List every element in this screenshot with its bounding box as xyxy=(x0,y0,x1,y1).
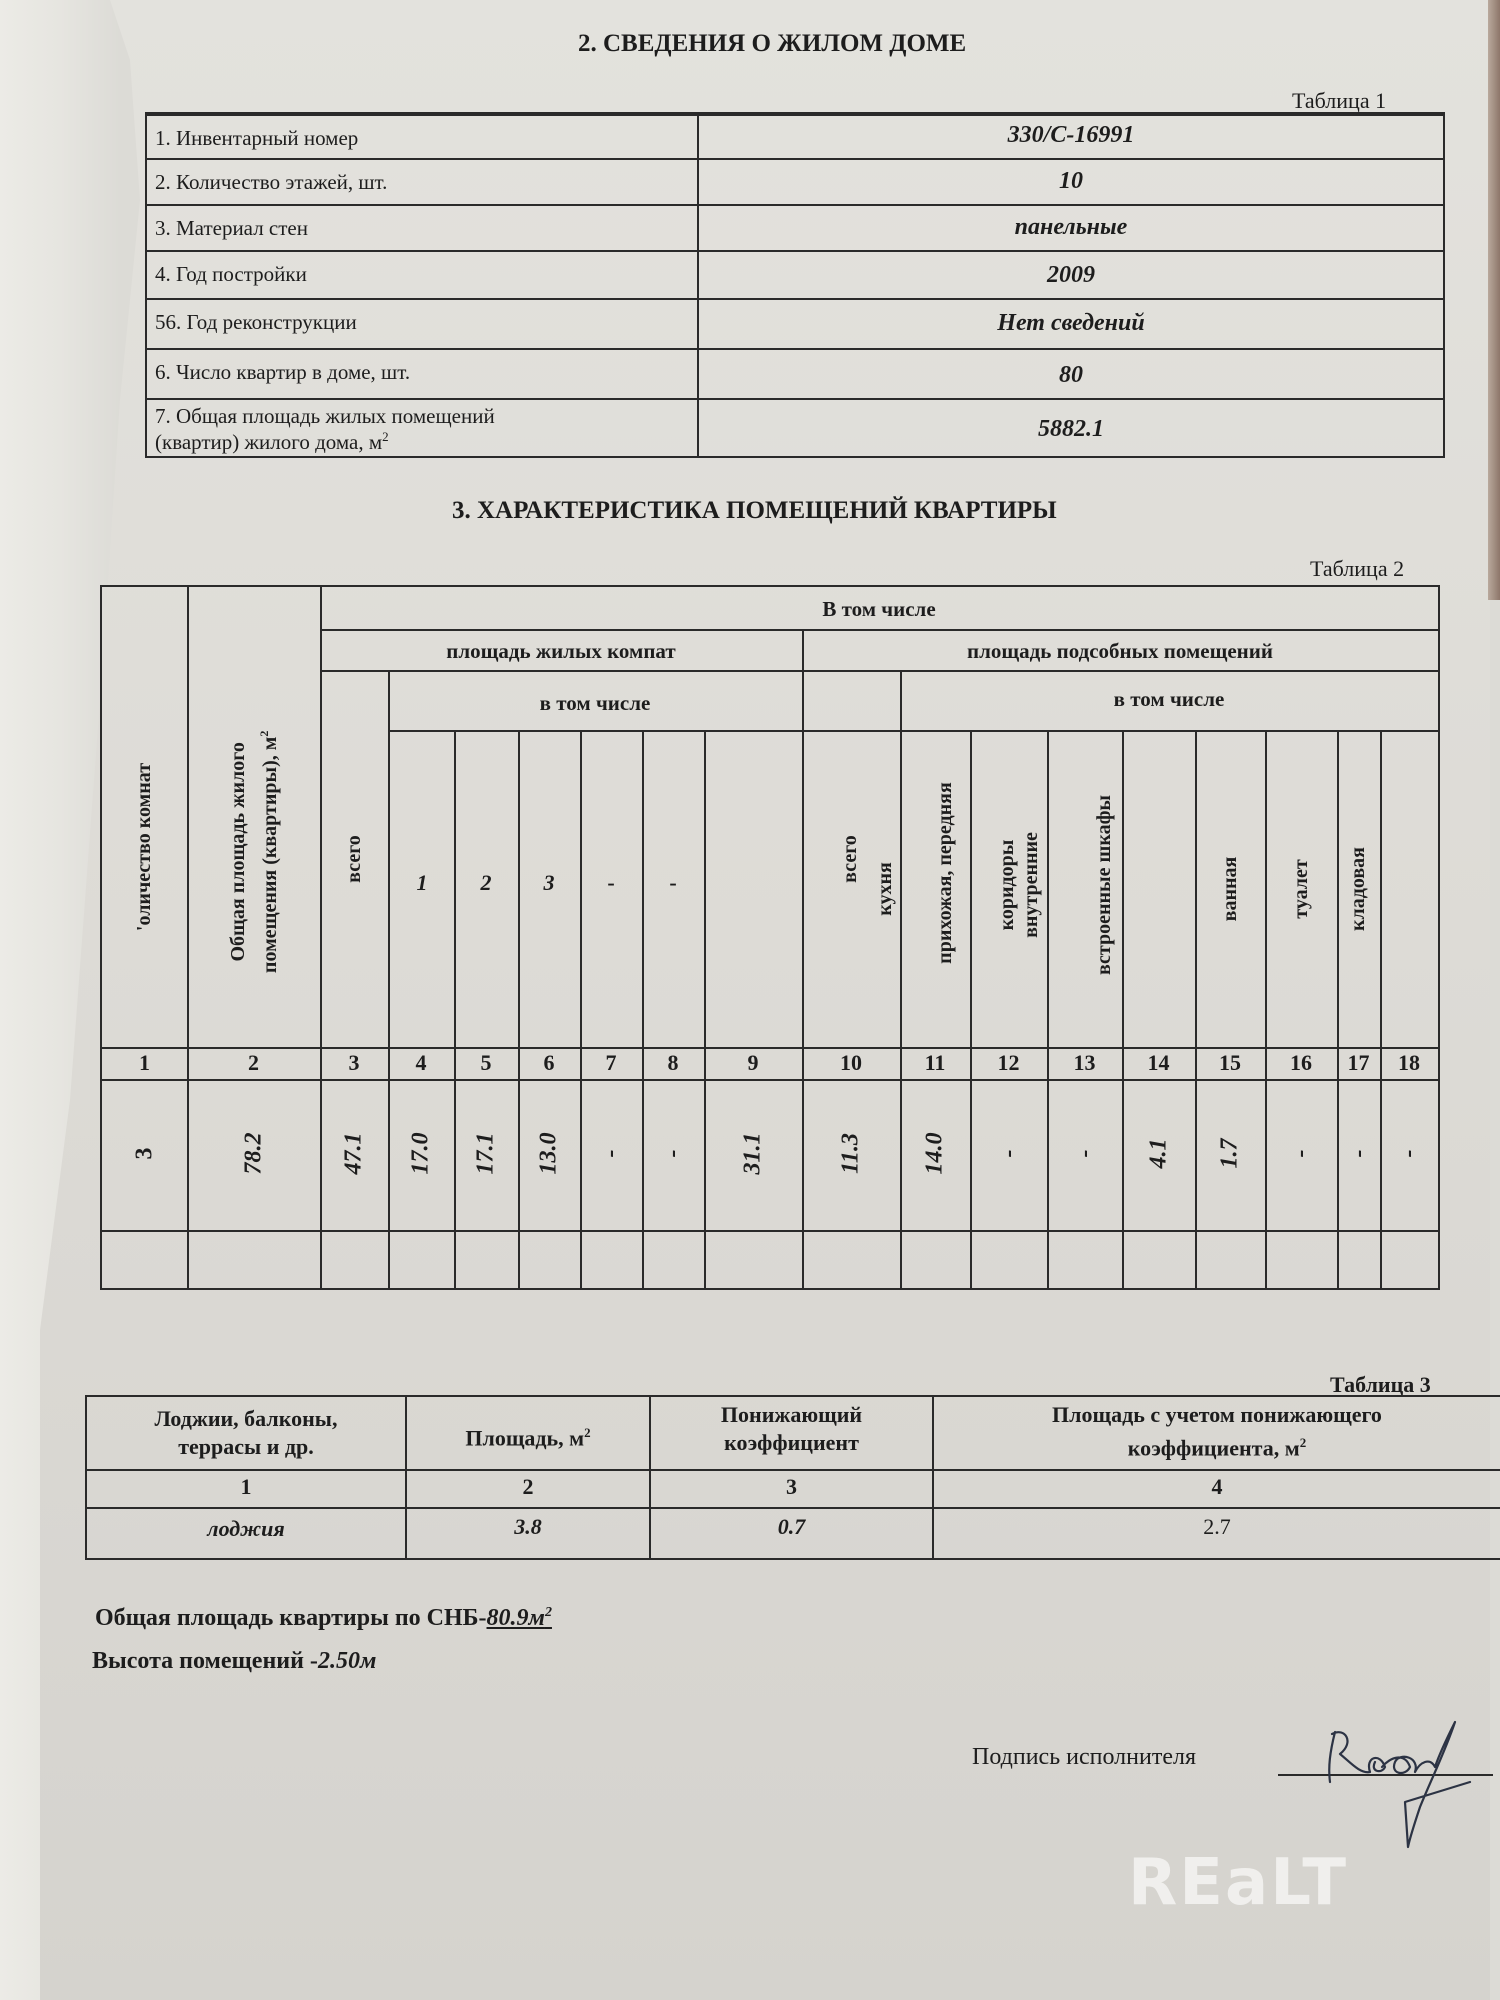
header-total-area xyxy=(225,687,283,1017)
column-number: 17 xyxy=(1347,1050,1370,1075)
data-cell: 14.0 xyxy=(921,1132,948,1175)
header-aux-area: площадь подсобных помещений xyxy=(967,639,1273,663)
header-aux-including: в том числе xyxy=(1113,687,1225,711)
superscript: 2 xyxy=(382,429,389,444)
row-value: 80 xyxy=(1059,362,1083,388)
header-line: Общая площадь жилого xyxy=(227,742,250,962)
total-area-label: Общая площадь квартиры по СНБ- xyxy=(95,1605,487,1631)
header-line: Понижающий xyxy=(720,1402,863,1427)
row-value: 2009 xyxy=(1047,262,1095,288)
column-number: 9 xyxy=(747,1050,759,1075)
column-number: 3 xyxy=(786,1474,797,1499)
column-number: 7 xyxy=(605,1050,617,1075)
header-including: В том числе xyxy=(822,597,936,621)
table-3-label: Таблица 3 xyxy=(1330,1372,1431,1397)
table-1-row xyxy=(147,114,1443,158)
column-number: 6 xyxy=(543,1050,555,1075)
header-corridors: коридоры внутренние xyxy=(996,832,1042,938)
grid-line xyxy=(87,1507,1500,1509)
grid-line xyxy=(102,1079,1438,1081)
total-area-number: 80.9м xyxy=(486,1605,545,1631)
grid-line xyxy=(580,730,582,1288)
data-cell: 3 xyxy=(131,1147,157,1160)
loggia-coefficient: 0.7 xyxy=(777,1514,806,1539)
grid-line xyxy=(102,1047,1438,1049)
row-value: Нет сведений xyxy=(997,310,1145,336)
data-cell: - xyxy=(995,1149,1021,1158)
living-room-label: - xyxy=(669,870,677,895)
loggia-reduced-area: 2.7 xyxy=(1203,1514,1231,1539)
header-coefficient xyxy=(651,1401,932,1457)
loggia-area: 3.8 xyxy=(514,1514,542,1539)
data-cell: 17.0 xyxy=(407,1132,434,1175)
data-cell: - xyxy=(1345,1149,1371,1158)
column-number: 1 xyxy=(139,1050,150,1075)
header-toilet: туалет xyxy=(1290,859,1312,919)
header-rooms-count: 'оличество комнат xyxy=(133,762,155,932)
data-cell: 47.1 xyxy=(340,1132,367,1175)
header-kitchen: кухня xyxy=(874,862,896,916)
total-area-line xyxy=(95,1605,552,1632)
column-number: 10 xyxy=(840,1050,862,1075)
data-cell: 1.7 xyxy=(1216,1138,1243,1169)
grid-line xyxy=(900,670,902,1288)
table-1 xyxy=(145,112,1445,458)
data-cell: 17.1 xyxy=(472,1132,499,1175)
row-label: 3. Материал стен xyxy=(155,216,308,240)
living-room-label: - xyxy=(607,870,615,895)
grid-line xyxy=(1195,730,1197,1288)
header-line: Площадь, м xyxy=(465,1425,585,1451)
column-number: 8 xyxy=(667,1050,679,1075)
column-number: 13 xyxy=(1073,1050,1096,1075)
living-room-label: 2 xyxy=(480,870,492,895)
column-number: 3 xyxy=(348,1050,360,1075)
total-area-value xyxy=(487,1605,552,1631)
column-number: 14 xyxy=(1147,1050,1170,1075)
column-number: 18 xyxy=(1398,1050,1420,1075)
row-label xyxy=(155,404,495,455)
header-living-area: площадь жилых компат xyxy=(446,639,676,663)
row-value: 5882.1 xyxy=(1038,416,1104,442)
column-number: 5 xyxy=(480,1050,492,1075)
row-value: 10 xyxy=(1059,168,1083,194)
grid-line xyxy=(802,629,804,1288)
superscript: 2 xyxy=(544,1605,552,1620)
row-label-line: 7. Общая площадь жилых помещений xyxy=(155,404,495,428)
table-1-row xyxy=(147,250,1443,298)
grid-line xyxy=(970,730,972,1288)
data-cell: - xyxy=(1287,1149,1314,1158)
realt-watermark-logo: REaLT xyxy=(1128,1846,1349,1920)
row-value: панельные xyxy=(1014,214,1128,240)
header-living-total: всего xyxy=(343,835,365,883)
superscript: 2 xyxy=(257,730,272,737)
row-label: 1. Инвентарный номер xyxy=(155,126,359,150)
row-label: 6. Число квартир в доме, шт. xyxy=(155,360,411,384)
grid-line xyxy=(320,587,322,1288)
data-cell: 31.1 xyxy=(739,1132,766,1175)
grid-line xyxy=(87,1469,1500,1471)
section-3-title: 3. ХАРАКТЕРИСТИКА ПОМЕЩЕНИЙ КВАРТИРЫ xyxy=(452,497,1057,524)
grid-line xyxy=(388,670,390,1288)
header-line: Лоджии, балконы, xyxy=(154,1406,338,1431)
column-number: 12 xyxy=(997,1050,1020,1075)
table-2 xyxy=(100,585,1440,1290)
column-number: 1 xyxy=(240,1474,252,1499)
header-bathroom: ванная xyxy=(1219,856,1241,922)
header-line: Площадь с учетом понижающего xyxy=(1052,1402,1382,1427)
column-number: 2 xyxy=(248,1050,259,1075)
ceiling-height-line xyxy=(92,1648,376,1675)
grid-line xyxy=(704,730,706,1288)
grid-line xyxy=(1380,730,1382,1288)
grid-line xyxy=(320,629,1438,631)
table-1-label: Таблица 1 xyxy=(1292,88,1387,113)
loggia-type: лоджия xyxy=(207,1516,285,1541)
living-room-label: 3 xyxy=(543,870,555,895)
grid-line xyxy=(388,730,806,732)
table-2-label: Таблица 2 xyxy=(1310,556,1405,581)
table-1-row xyxy=(147,204,1443,250)
table-1-row xyxy=(147,348,1443,398)
living-room-label: 1 xyxy=(416,870,428,895)
column-number: 15 xyxy=(1219,1050,1241,1075)
grid-line xyxy=(1337,730,1339,1288)
row-label-line: (квартир) жилого дома, м xyxy=(155,430,383,454)
handwritten-signature xyxy=(1270,1712,1490,1852)
data-cell: - xyxy=(1071,1149,1097,1158)
row-label: 56. Год реконструкции xyxy=(155,310,357,334)
row-label: 4. Год постройки xyxy=(155,262,307,286)
grid-line xyxy=(802,730,1438,732)
grid-line xyxy=(187,587,189,1288)
table-3 xyxy=(85,1395,1500,1560)
header-line: террасы и др. xyxy=(178,1434,314,1459)
header-line: коэффициента, м xyxy=(1127,1435,1300,1461)
header-built-in-wardrobes: встроенные шкафы xyxy=(1093,794,1115,976)
header-hallway: прихожая, передняя xyxy=(934,782,956,964)
grid-line xyxy=(454,730,456,1288)
grid-line xyxy=(1122,730,1124,1288)
header-living-including: в том числе xyxy=(539,691,651,715)
header-line: коэффициент xyxy=(724,1430,859,1455)
grid-line xyxy=(102,1230,1438,1232)
data-cell: - xyxy=(659,1149,686,1158)
header-loggias xyxy=(87,1405,405,1461)
column-number: 4 xyxy=(1211,1474,1223,1499)
data-cell: 4.1 xyxy=(1145,1138,1171,1169)
signature-label: Подпись исполнителя xyxy=(972,1744,1196,1770)
background-edge xyxy=(1488,0,1500,600)
header-area xyxy=(407,1419,649,1452)
row-value: 330/С-16991 xyxy=(1007,122,1135,148)
column-number: 11 xyxy=(924,1050,946,1075)
grid-line xyxy=(1047,730,1049,1288)
grid-line xyxy=(518,730,520,1288)
grid-line xyxy=(1265,730,1267,1288)
data-cell: - xyxy=(1395,1149,1422,1158)
header-aux-total: всего xyxy=(839,835,861,883)
data-cell: 13.0 xyxy=(535,1132,562,1175)
grid-line xyxy=(642,730,644,1288)
table-1-row xyxy=(147,298,1443,348)
superscript: 2 xyxy=(1299,1435,1307,1450)
superscript: 2 xyxy=(584,1425,591,1440)
ceiling-height-label: Высота помещений - xyxy=(92,1648,318,1674)
header-reduced-area xyxy=(934,1401,1500,1462)
grid-line xyxy=(320,670,1438,672)
table-1-row xyxy=(147,158,1443,204)
row-label: 2. Количество этажей, шт. xyxy=(155,170,388,194)
table-1-row xyxy=(147,398,1443,456)
header-storage: кладовая xyxy=(1347,847,1369,931)
ceiling-height-value: 2.50м xyxy=(317,1648,377,1674)
header-line: помещения (квартиры), м xyxy=(258,736,281,974)
data-cell: - xyxy=(597,1149,624,1158)
column-number: 2 xyxy=(522,1474,534,1499)
data-cell: 11.3 xyxy=(837,1133,864,1174)
column-number: 4 xyxy=(415,1050,427,1075)
section-2-title: 2. СВЕДЕНИЯ О ЖИЛОМ ДОМЕ xyxy=(578,30,967,57)
data-cell: 78.2 xyxy=(240,1132,266,1175)
column-number: 16 xyxy=(1290,1050,1312,1075)
